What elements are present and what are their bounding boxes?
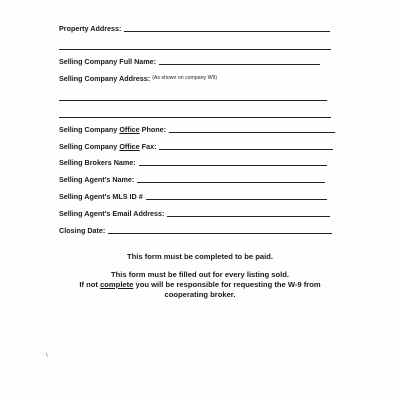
office-phone-label-suffix: Phone: [139,125,167,134]
office-phone-row [59,125,335,134]
selling-company-address-field-line1[interactable] [59,100,327,101]
selling-agents-mls-id-field[interactable] [146,192,327,200]
selling-company-address-field-line2[interactable] [59,117,331,118]
office-phone-label-prefix: Selling Company [59,125,120,134]
office-fax-label-prefix: Selling Company [59,142,120,151]
notice-responsibility [0,280,400,290]
selling-brokers-name-field[interactable] [139,158,327,166]
scan-speck: \ [46,353,48,359]
notice-responsibility-underlined: complete [100,280,134,289]
selling-company-address-label: Selling Company Address: [59,74,151,83]
office-fax-label [59,142,159,151]
notice-completed-to-be-paid: This form must be completed to be paid. [127,252,273,261]
property-address-row [59,24,330,33]
property-address-field-line2[interactable] [59,49,331,50]
selling-agents-name-field[interactable] [137,175,325,183]
office-fax-label-suffix: Fax: [139,142,157,151]
notice-responsibility-prefix: If not [79,280,101,289]
selling-company-full-name-row [59,57,320,66]
office-fax-field[interactable] [159,142,333,150]
selling-agents-name-label: Selling Agent's Name: [59,175,135,184]
selling-company-full-name-label: Selling Company Full Name: [59,57,157,66]
selling-brokers-name-row [59,158,327,167]
selling-company-address-note: (As shown on company W9) [152,75,218,81]
property-address-field[interactable] [124,24,330,32]
closing-date-field[interactable] [108,226,332,234]
notice-every-listing: This form must be filled out for every listing sold. [110,270,290,279]
office-phone-label-underlined: Office [119,125,140,134]
selling-agents-mls-id-row [59,192,327,201]
selling-agents-name-row [59,175,325,184]
selling-brokers-name-label: Selling Brokers Name: [59,158,136,167]
closing-date-label: Closing Date: [59,226,106,235]
selling-agents-email-field[interactable] [167,209,330,217]
closing-date-row [59,226,332,235]
office-fax-label-underlined: Office [119,142,140,151]
selling-agents-mls-id-label: Selling Agent's MLS ID # [59,192,143,201]
notice-responsibility-suffix: you will be responsible for requesting the W-9 from [133,280,321,289]
selling-agents-email-label: Selling Agent's Email Address: [59,209,165,218]
office-fax-row [59,142,333,151]
office-phone-label [59,125,169,134]
property-address-label: Property Address: [59,24,122,33]
selling-company-address-row [59,74,217,83]
selling-agents-email-row [59,209,330,218]
selling-company-full-name-field[interactable] [159,57,320,65]
notice-cooperating-broker: cooperating broker. [164,290,236,299]
office-phone-field[interactable] [169,125,335,133]
